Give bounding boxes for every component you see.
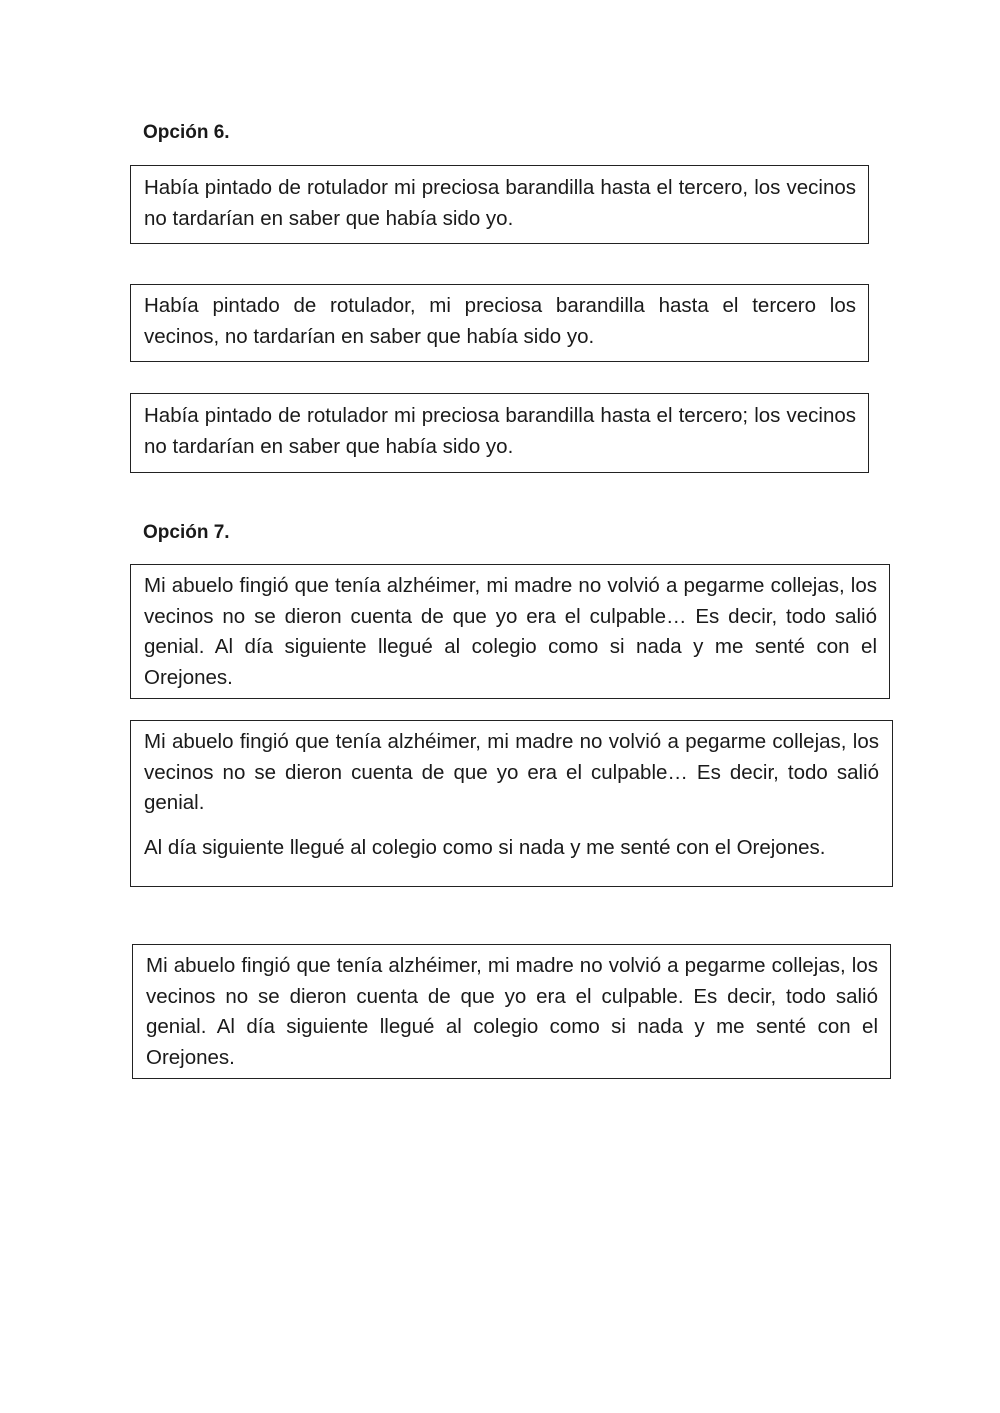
option-text: Mi abuelo fingió que tenía alzhéimer, mi madre no volvió a pegarme collejas, los vecinos no se dieron cuenta de que yo era el culpable… Es decir, todo salió genial. Al día siguiente llegué al colegio como si nada y me senté con el Orejones. xyxy=(144,574,877,689)
option-text: Mi abuelo fingió que tenía alzhéimer, mi madre no volvió a pegarme collejas, los vecinos no se dieron cuenta de que yo era el culpable. Es decir, todo salió genial. Al día siguiente llegué al colegio como si nada y me senté con el Orejones. xyxy=(146,954,878,1069)
option-text: Había pintado de rotulador mi preciosa barandilla hasta el tercero; los vecinos no tardarían en saber que había sido yo. xyxy=(144,404,856,458)
answer-option-box[interactable] xyxy=(130,284,869,362)
answer-option-box[interactable] xyxy=(130,564,890,699)
answer-option-box[interactable] xyxy=(130,165,869,244)
option-text: Había pintado de rotulador, mi preciosa barandilla hasta el tercero los vecinos, no tardarían en saber que había sido yo. xyxy=(144,294,856,348)
option-text: Había pintado de rotulador mi preciosa barandilla hasta el tercero, los vecinos no tardarían en saber que había sido yo. xyxy=(144,176,856,230)
answer-option-box[interactable] xyxy=(130,393,869,473)
option-text: Mi abuelo fingió que tenía alzhéimer, mi madre no volvió a pegarme collejas, los vecinos no se dieron cuenta de que yo era el culpable… Es decir, todo salió genial. xyxy=(144,730,879,814)
answer-option-box[interactable] xyxy=(130,720,893,887)
answer-option-box[interactable] xyxy=(132,944,891,1079)
section-heading-opcion-6: Opción 6. xyxy=(143,122,230,143)
section-heading-opcion-7: Opción 7. xyxy=(143,522,230,543)
option-text: Al día siguiente llegué al colegio como si nada y me senté con el Orejones. xyxy=(144,835,826,859)
